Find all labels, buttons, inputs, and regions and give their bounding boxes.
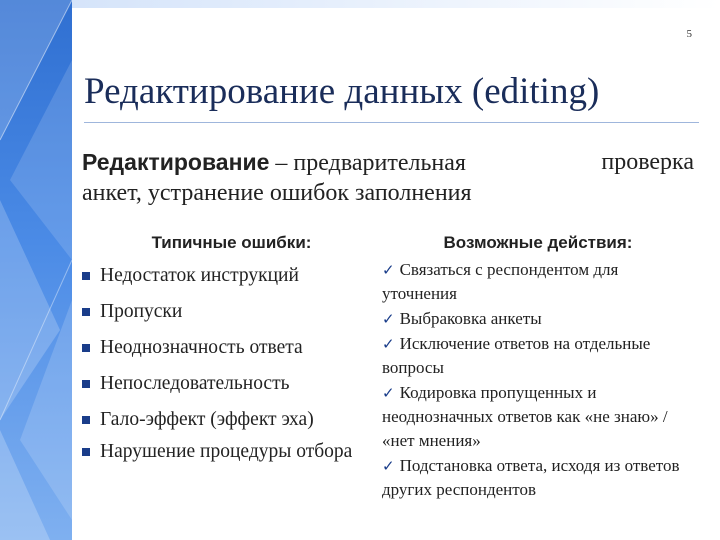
list-item: Пропуски <box>78 294 373 330</box>
top-decoration <box>72 0 720 8</box>
typical-errors-column <box>78 228 373 466</box>
title-divider <box>84 122 699 123</box>
definition-line-2: анкет, устранение ошибок заполнения <box>82 180 472 206</box>
definition-lead <box>82 147 466 178</box>
checkmark-icon: ✓ <box>382 335 395 353</box>
list-item: Непоследовательность <box>78 366 373 402</box>
list-item: ✓ Исключение ответов на отдельные вопросы <box>382 334 651 377</box>
list-item: Недостаток инструкций <box>78 258 373 294</box>
square-bullet-icon <box>82 344 90 352</box>
possible-actions-heading: Возможные действия: <box>443 233 633 252</box>
list-item: ✓ Связаться с респондентом для уточнения <box>382 260 619 303</box>
list-item: ✓ Подстановка ответа, исходя из ответов других респондентов <box>382 456 680 499</box>
typical-errors-heading: Типичные ошибки: <box>151 233 312 252</box>
square-bullet-icon <box>82 448 90 456</box>
definition-term: Редактирование <box>82 149 270 175</box>
page-title: Редактирование данных (editing) <box>84 71 600 112</box>
definition-last-word: проверка <box>601 149 694 175</box>
checkmark-icon: ✓ <box>382 384 395 402</box>
definition-line-1 <box>82 147 694 178</box>
possible-actions-column <box>382 228 694 503</box>
list-item: ✓ Выбраковка анкеты <box>382 309 542 328</box>
square-bullet-icon <box>82 416 90 424</box>
square-bullet-icon <box>82 272 90 280</box>
checkmark-icon: ✓ <box>382 261 395 279</box>
decorative-side-band <box>0 0 72 540</box>
geometric-pattern <box>0 0 72 540</box>
list-item: Нарушение процедуры отбора <box>78 438 373 466</box>
list-item: ✓ Кодировка пропущенных и неоднозначных ответов как «не знаю» / «нет мнения» <box>382 383 668 450</box>
square-bullet-icon <box>82 380 90 388</box>
list-item: Гало-эффект (эффект эха) <box>78 402 373 438</box>
list-item: Неоднозначность ответа <box>78 330 373 366</box>
definition-paragraph <box>82 147 694 208</box>
definition-dash-part: – предварительная <box>275 150 466 176</box>
checkmark-icon: ✓ <box>382 310 395 328</box>
checkmark-icon: ✓ <box>382 457 395 475</box>
page-number: 5 <box>686 28 692 40</box>
square-bullet-icon <box>82 308 90 316</box>
